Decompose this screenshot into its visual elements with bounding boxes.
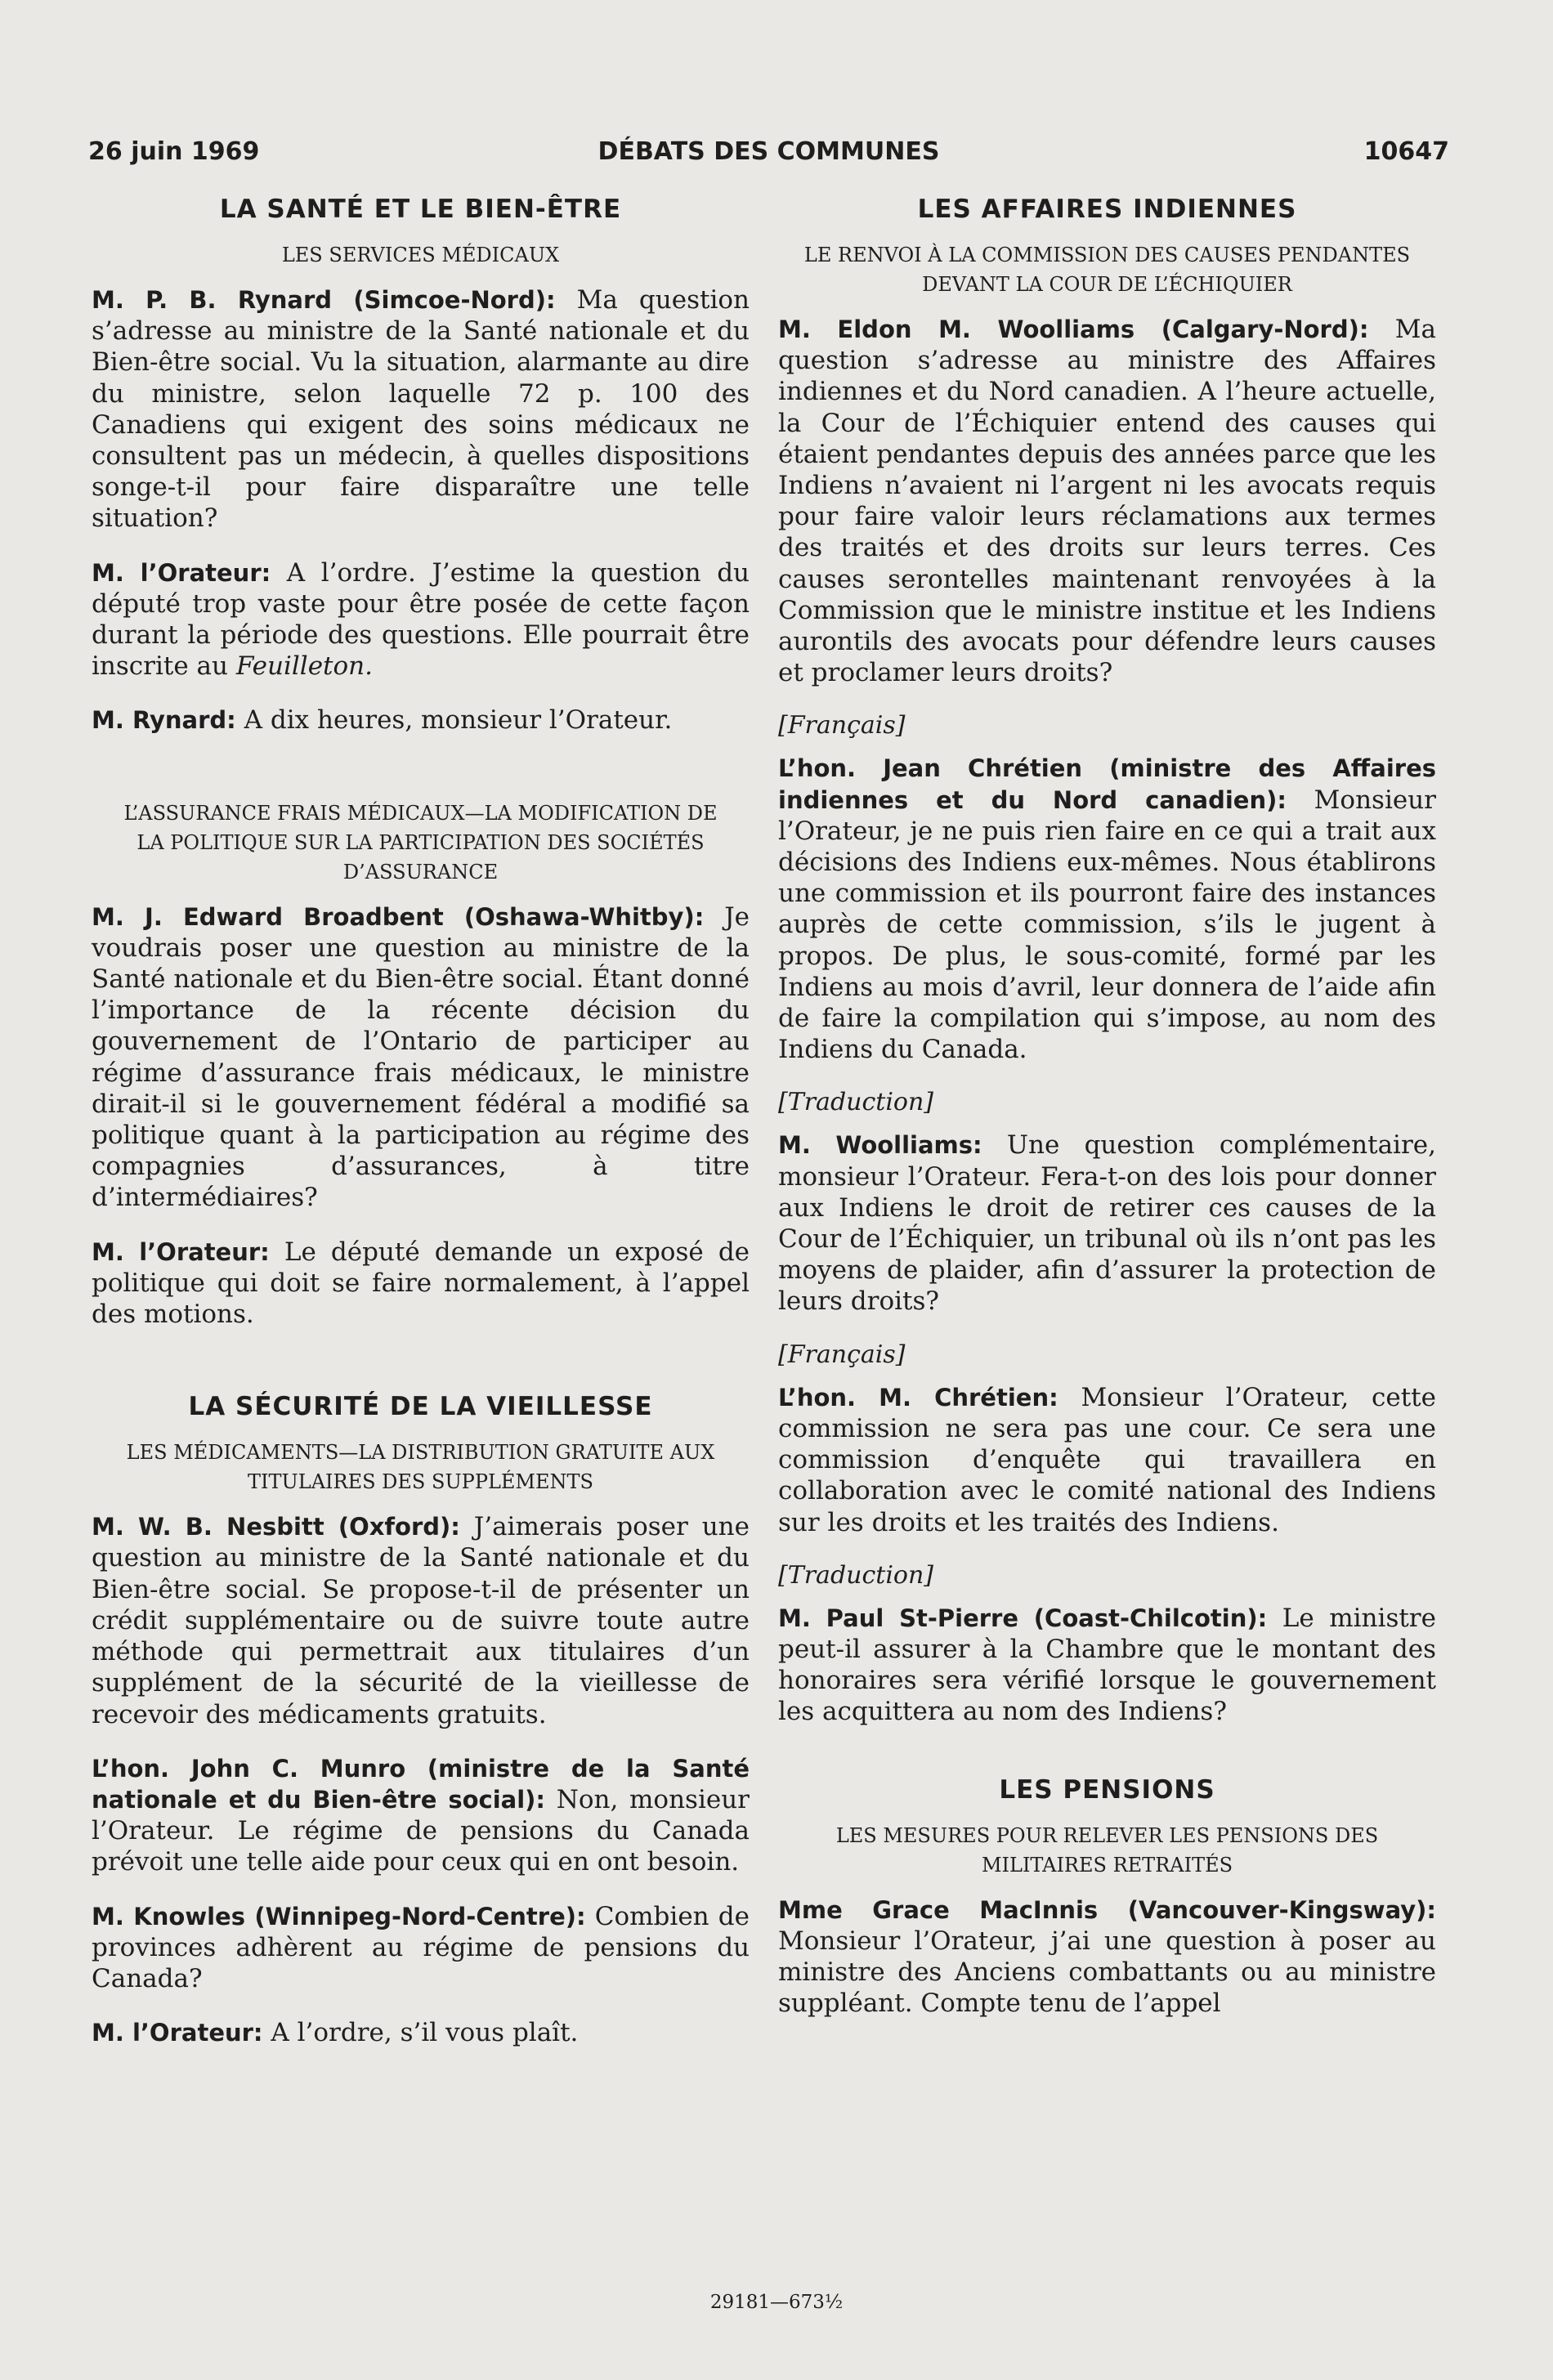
speech-text: Le ministre peut-il assurer à la Chambre que le montant des honoraires sera vérifié lorsque le gouvernement les acquittera au nom des Indiens? [778,1603,1436,1727]
paragraph [92,901,750,1214]
speaker-name: M. Eldon M. Woolliams (Calgary-Nord): [778,315,1369,343]
paragraph [92,557,750,682]
section-title: LES PENSIONS [999,1774,1215,1805]
speaker-name: L’hon. Jean Chrétien (ministre des Affaires indiennes et du Nord canadien): [778,754,1436,814]
speech-text: Je voudrais poser une question au ministre de la Santé nationale et du Bien-être social. Étant donné l’importance de la récente décision du gouvernement de l’Ontario de participer au régime d’assurance frais médicaux, le ministre dirait-il si le gouvernement fédéral a modifié sa politique quant à la participation au régime des compagnies d’assurances, à titre d’intermédiaires? [92,901,750,1213]
section-title: LA SANTÉ ET LE BIEN-ÊTRE [219,195,622,224]
paragraph [778,753,1436,1065]
header-page-number: 10647 [1363,137,1449,166]
language-marker: [Français] [778,1340,906,1369]
speaker-name: M. P. B. Rynard (Simcoe-Nord): [92,286,556,314]
speech-text: Monsieur l’Orateur, je ne puis rien faire en ce qui a trait aux décisions des Indiens eux-mêmes. Nous établirons une commission et ils pourront faire des instances auprès de cette commission, s’ils le jugent à propos. De plus, le sous-comité, formé par les Indiens au mois d’avril, leur donnera de l’aide afin de faire la compilation qui s’impose, au nom des Indiens du Canada. [778,785,1436,1065]
speaker-name: M. W. B. Nesbitt (Oxford): [92,1513,460,1541]
speech-text: Une question complémentaire, monsieur l’Orateur. Fera-t-on des lois pour donner aux Indiens le droit de retirer ces causes de la Cour de l’Échiquier, un tribunal où ils n’ont pas les moyens de plaider, afin d’assurer la protection de leurs droits? [778,1130,1436,1317]
paragraph [778,1382,1436,1538]
paragraph [92,1901,750,1995]
header-date: 26 juin 1969 [88,137,260,166]
paragraph [92,1753,750,1878]
speaker-name: M. Woolliams: [778,1131,982,1160]
speech-text: Ma question s’adresse au ministre des Affaires indiennes et du Nord canadien. A l’heure actuelle, la Cour de l’Échiquier entend des causes qui étaient pendantes depuis des années parce que les Indiens n’avaient ni l’argent ni les avocats requis pour faire valoir leurs réclamations aux termes des traités et des droits sur leurs terres. Ces causes serontelles maintenant renvoyées à la Commission que le ministre institue et les Indiens aurontils des avocats pour défendre leurs causes et proclamer leurs droits? [778,315,1437,688]
paragraph [92,705,750,736]
speaker-name: L’hon. M. Chrétien: [778,1383,1058,1411]
section-subtitle: LES SERVICES MÉDICAUX [281,244,560,266]
speaker-name: M. Paul St-Pierre (Coast-Chilcotin): [778,1604,1268,1632]
section-subtitle: LES MÉDICAMENTS—LA DISTRIBUTION GRATUITE AUX TITULAIRES DES SUPPLÉMENTS [126,1441,715,1494]
paragraph [778,1130,1436,1317]
section-subtitle: LES MESURES POUR RELEVER LES PENSIONS DES MILITAIRES RETRAITÉS [835,1823,1379,1877]
language-marker: [Français] [778,711,906,740]
section-title: LES AFFAIRES INDIENNES [917,195,1297,224]
left-column [92,195,750,2071]
section-subtitle: L’ASSURANCE FRAIS MÉDICAUX—LA MODIFICATION DE LA POLITIQUE SUR LA PARTICIPATION DES SOCIÉTÉS D’ASSURANCE [123,801,718,884]
speaker-name: M. J. Edward Broadbent (Oshawa-Whitby): [92,902,705,931]
page-header [88,137,1449,170]
paragraph [778,314,1436,688]
speech-text: Monsieur l’Orateur, cette commission ne sera pas une cour. Ce sera une commission d’enquête qui travaillera en collaboration avec le comité national des Indiens sur les droits et les traités des Indiens. [778,1382,1436,1537]
speaker-name: M. l’Orateur: [92,1237,270,1266]
speech-text: A l’ordre. J’estime la question du député trop vaste pour être posée de cette façon durant la période des questions. Elle pourrait être inscrite au [92,557,750,682]
speaker-name: M. Rynard: [92,706,236,735]
paragraph [92,2017,750,2048]
section-subtitle: LE RENVOI À LA COMMISSION DES CAUSES PENDANTES DEVANT LA COUR DE L’ÉCHIQUIER [803,244,1411,296]
page-footer: 29181—673½ [709,2292,844,2313]
paragraph [92,1237,750,1331]
paragraph [92,284,750,535]
paragraph [778,1603,1436,1728]
header-title: DÉBATS DES COMMUNES [597,137,940,166]
speaker-name: L’hon. John C. Munro (ministre de la Santé nationale et du Bien-être social): [92,1754,750,1814]
language-marker: [Traduction] [778,1560,934,1590]
speech-text: Ma question s’adresse au ministre de la Santé nationale et du Bien-être social. Vu la situation, alarmante au dire du ministre, selon laquelle 72 p. 100 des Canadiens qui exigent des soins médicaux ne consultent pas un médecin, à quelles dispositions songe-t-il pour faire disparaître une telle situation? [92,285,750,534]
speech-italic-text: Feuilleton. [235,651,373,682]
right-column [778,195,1436,2042]
speaker-name: Mme Grace MacInnis (Vancouver-Kingsway): [778,1895,1436,1924]
speech-text: J’aimerais poser une question au ministre de la Santé nationale et du Bien-être social. Se propose-t-il de présenter un crédit supplémentaire ou de suivre toute autre méthode qui permettrait aux titulaires d’un supplément de la sécurité de la vieillesse de recevoir des médicaments gratuits. [92,1512,750,1729]
paragraph [778,1895,1436,2020]
speech-text: Non, monsieur l’Orateur. Le régime de pensions du Canada prévoit une telle aide pour ceux qui en ont besoin. [92,1784,750,1877]
paragraph [92,1511,750,1729]
speech-text: Monsieur l’Orateur, j’ai une question à poser au ministre des Anciens combattants ou au ministre suppléant. Compte tenu de l’appel [778,1926,1436,2019]
speech-text: Le député demande un exposé de politique qui doit se faire normalement, à l’appel des motions. [92,1237,750,1330]
speech-text: Combien de provinces adhèrent au régime de pensions du Canada? [92,1901,750,1993]
speech-text: A dix heures, monsieur l’Orateur. [235,705,673,736]
section-title: LA SÉCURITÉ DE LA VIEILLESSE [188,1392,653,1422]
speaker-name: M. Knowles (Winnipeg-Nord-Centre): [92,1902,586,1930]
speech-text: A l’ordre, s’il vous plaît. [262,2018,579,2048]
speaker-name: M. l’Orateur: [92,2019,263,2047]
language-marker: [Traduction] [778,1088,934,1117]
speaker-name: M. l’Orateur: [92,558,271,587]
